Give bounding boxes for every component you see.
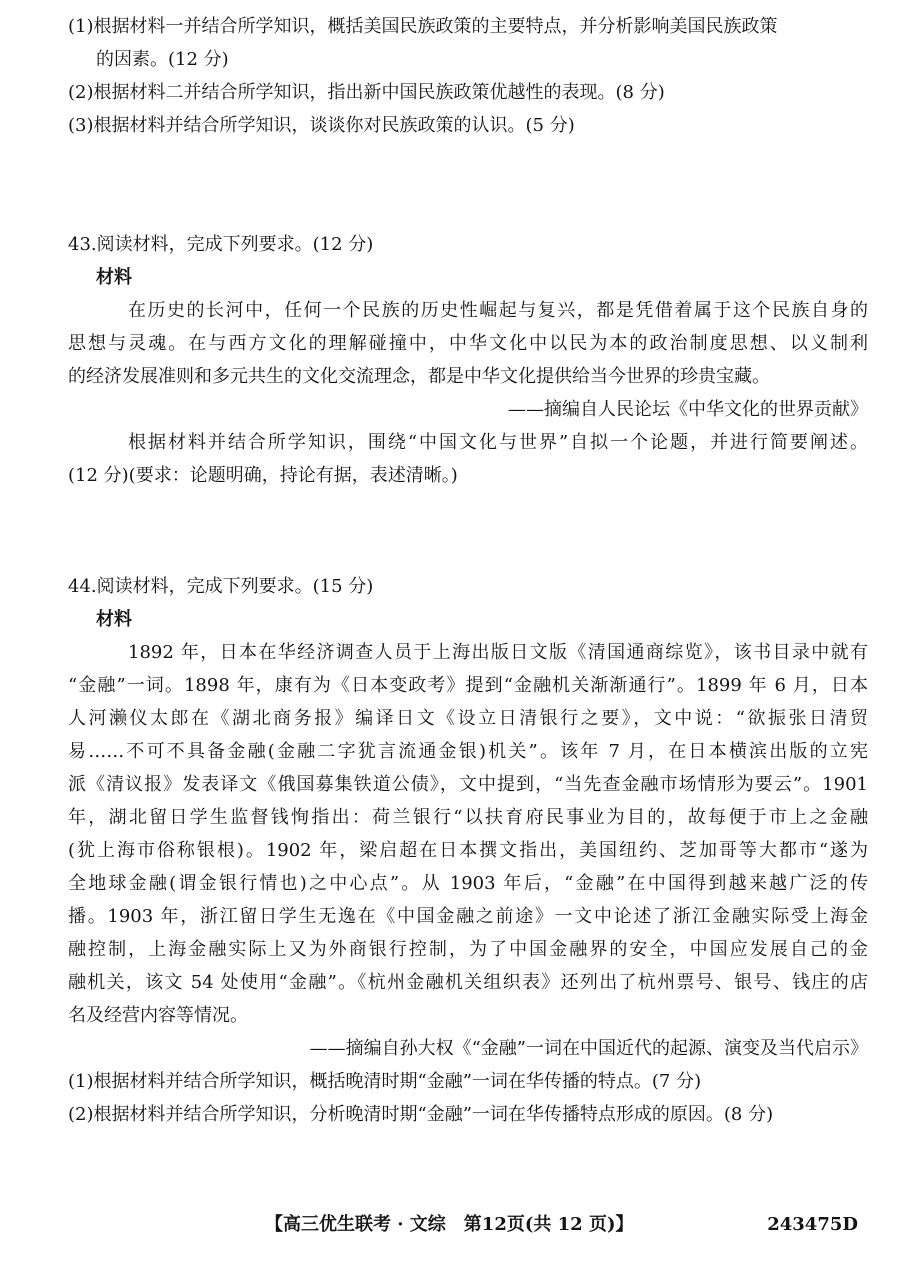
question-44-material-line: “金融”一词。1898 年，康有为《日本变政考》提到“金融机关渐渐通行”。1899 年 6 月，日本 xyxy=(68,675,868,696)
question-44-material-line: 名及经营内容等情况。 xyxy=(68,1005,248,1026)
question-item-2: (2)根据材料二并结合所学知识，指出新中国民族政策优越性的表现。(8 分) xyxy=(68,82,665,103)
question-44-material-line: 派《清议报》发表译文《俄国募集铁道公债》，文中提到，“当先查金融市场情形为要云”。1901 xyxy=(68,774,868,795)
question-44-material-line: 人河濑仪太郎在《湖北商务报》编译日文《设立日清银行之要》，文中说：“欲振张日清贸 xyxy=(68,708,868,729)
question-44-material-line: 易……不可不具备金融(金融二字犹言流通金银)机关”。该年 7 月，在日本横滨出版的立宪 xyxy=(68,741,868,762)
page-footer xyxy=(0,1208,900,1248)
question-item-3: (3)根据材料并结合所学知识，谈谈你对民族政策的认识。(5 分) xyxy=(68,115,575,136)
question-44-material-line: 融机关，该文 54 处使用“金融”。《杭州金融机关组织表》还列出了杭州票号、银号、钱庄的店 xyxy=(68,972,868,993)
question-44-material-label: 材料 xyxy=(96,609,132,630)
question-43-title: 43.阅读材料，完成下列要求。(12 分) xyxy=(68,234,374,255)
question-44-material-line: 年，湖北留日学生监督钱恂指出：荷兰银行“以扶育府民事业为目的，故每便于市上之金融 xyxy=(68,807,868,828)
top-questions xyxy=(68,10,868,142)
question-43-task-line-2: (12 分)(要求：论题明确，持论有据，表述清晰。) xyxy=(68,465,458,486)
question-44-material-line: 融控制，上海金融实际上又为外商银行控制，为了中国金融界的安全，中国应发展自己的金 xyxy=(68,939,868,960)
question-item-1-line-2: 的因素。(12 分) xyxy=(96,49,229,70)
question-44-material-line: 播。1903 年，浙江留日学生无逸在《中国金融之前途》一文中论述了浙江金融实际受上海金 xyxy=(68,906,868,927)
question-44-title: 44.阅读材料，完成下列要求。(15 分) xyxy=(68,576,374,597)
question-43-source: ——摘编自人民论坛《中华文化的世界贡献》 xyxy=(508,399,868,420)
question-43-material-line-1: 在历史的长河中，任何一个民族的历史性崛起与复兴，都是凭借着属于这个民族自身的 xyxy=(128,300,868,321)
question-43-task-line-1: 根据材料并结合所学知识，围绕“中国文化与世界”自拟一个论题，并进行简要阐述。 xyxy=(128,432,868,453)
question-43 xyxy=(68,228,868,492)
footer-code: 243475D xyxy=(767,1214,858,1235)
question-43-material xyxy=(68,294,868,393)
question-44-material-line: 全地球金融(谓金银行情也)之中心点”。从 1903 年后，“金融”在中国得到越来越广泛的传 xyxy=(68,873,868,894)
question-44-material-line: 1892 年，日本在华经济调查人员于上海出版日文版《清国通商综览》，该书目录中就有 xyxy=(128,642,868,663)
question-44 xyxy=(68,570,868,1131)
question-44-source: ——摘编自孙大权《“金融”一词在中国近代的起源、演变及当代启示》 xyxy=(309,1038,868,1059)
question-44-item-1: (1)根据材料并结合所学知识，概括晚清时期“金融”一词在华传播的特点。(7 分) xyxy=(68,1071,702,1092)
question-item-1-line-1: (1)根据材料一并结合所学知识，概括美国民族政策的主要特点，并分析影响美国民族政策 xyxy=(68,16,778,37)
question-44-material-line: (犹上海市俗称银根)。1902 年，梁启超在日本撰文指出，美国纽约、芝加哥等大都市“遂为 xyxy=(68,840,868,861)
question-43-material-label: 材料 xyxy=(96,267,132,288)
footer-exam-info: 【高三优生联考 · 文综 第12页(共 12 页)】 xyxy=(265,1214,634,1235)
question-44-item-2: (2)根据材料并结合所学知识，分析晚清时期“金融”一词在华传播特点形成的原因。(8 分) xyxy=(68,1104,774,1125)
question-44-material xyxy=(68,636,868,1032)
question-43-material-line-2: 思想与灵魂。在与西方文化的理解碰撞中，中华文化中以民为本的政治制度思想、以义制利 xyxy=(68,333,868,354)
question-43-material-line-3: 的经济发展准则和多元共生的文化交流理念，都是中华文化提供给当今世界的珍贵宝藏。 xyxy=(68,366,770,387)
